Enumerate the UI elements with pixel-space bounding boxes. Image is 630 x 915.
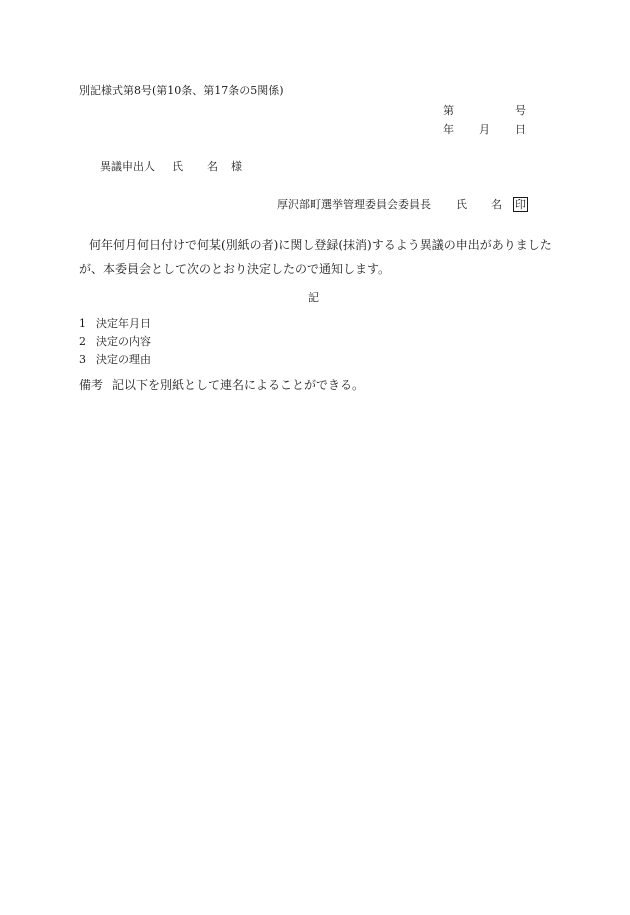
ki-heading: 記 [308, 291, 319, 304]
addressee-name-label-1: 氏 [172, 160, 183, 173]
note-label: 備考 [79, 378, 104, 392]
body-line-2: が、本委員会として次のとおり決定したので通知します。 [79, 262, 391, 276]
item-number: 3 [79, 353, 86, 366]
form-title: 別記様式第8号(第10条、第17条の5関係) [79, 84, 284, 97]
seal-mark: 印 [515, 198, 526, 211]
date-month: 月 [479, 123, 490, 136]
addressee-name-label-2: 名 [207, 160, 218, 173]
item-text: 決定年月日 [96, 317, 151, 330]
addressee-role: 異議申出人 [100, 160, 155, 173]
number-prefix: 第 [443, 104, 454, 117]
number-suffix: 号 [515, 104, 526, 117]
note-text: 記以下を別紙として連名によることができる。 [112, 378, 365, 392]
sender-name-label-2: 名 [491, 198, 502, 211]
item-text: 決定の内容 [96, 335, 151, 348]
addressee-honorific: 様 [231, 160, 242, 173]
sender-title: 厚沢部町選挙管理委員会委員長 [277, 198, 431, 211]
date-day: 日 [515, 123, 526, 136]
sender-name-label-1: 氏 [456, 198, 467, 211]
item-number: 1 [79, 317, 86, 330]
item-text: 決定の理由 [96, 353, 151, 366]
date-year: 年 [443, 123, 454, 136]
item-number: 2 [79, 335, 86, 348]
body-line-1: 何年何月何日付けで何某(別紙の者)に関し登録(抹消)するよう異議の申出がありました [89, 238, 552, 252]
